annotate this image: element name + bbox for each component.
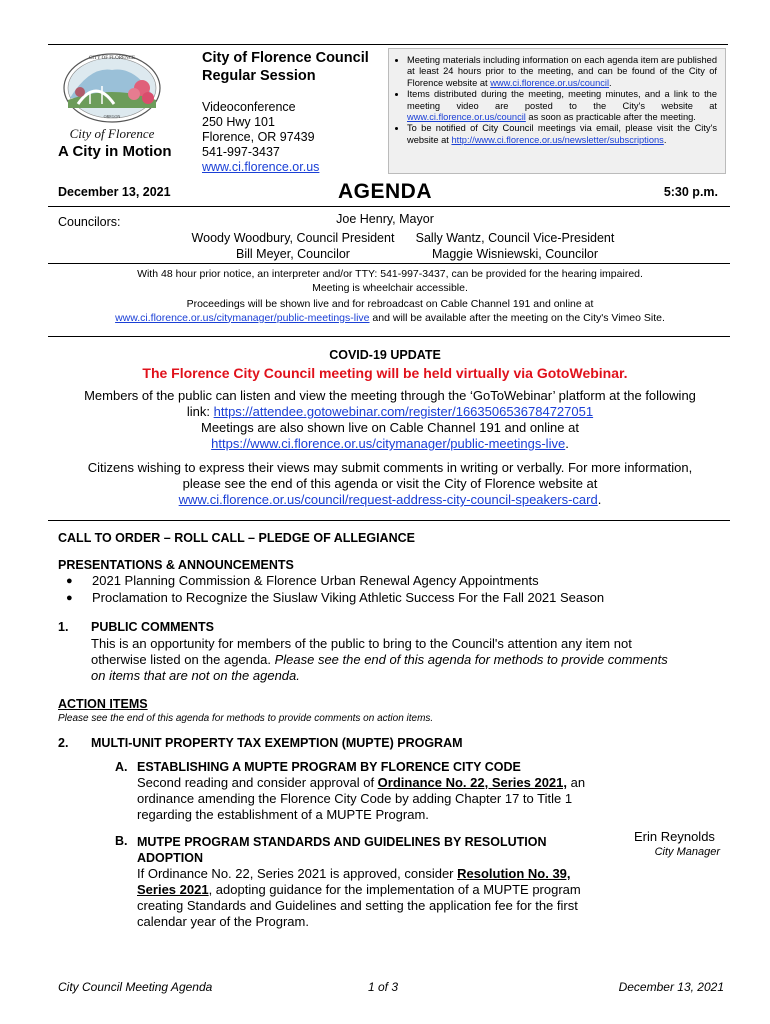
subitem-b-text [137,866,581,930]
text-span: Second reading and consider approval of [137,775,378,790]
notice-line: Meeting is wheelchair accessible. [312,281,468,294]
covid-text: please see the end of this agenda or visit the City of Florence website at [182,476,598,491]
text-span: Please see the end of this agenda for methods to provide comments [274,652,668,667]
gotowebinar-link[interactable]: https://attendee.gotowebinar.com/register/1663506536784727051 [213,404,594,419]
resolution-ref: Resolution No. 39, [457,866,571,881]
phone: 541-997-3437 [202,145,280,159]
subitem-a-text [137,775,585,823]
notice-line: With 48 hour prior notice, an interpreter and/or TTY: 541-997-3437, can be provided for the hearing impaired. [137,268,643,280]
footer-left: City Council Meeting Agenda [58,980,213,994]
covid-paragraph-1 [40,388,740,452]
subitem-label: B. [115,834,128,848]
svg-text:City of Florence: City of Florence [69,126,155,141]
city-tagline: A City in Motion [58,143,172,160]
info-text: To be notified of City Council meetings via email, please visit the City's website at [407,123,717,145]
subscriptions-link[interactable]: http://www.ci.florence.or.us/newsletter/subscriptions [451,134,664,145]
council-title [202,49,369,85]
info-item [407,123,717,146]
notice-line: Proceedings will be shown live and for rebroadcast on Cable Channel 191 and online at [186,298,594,310]
address-line-2: Florence, OR 97439 [202,130,315,144]
presentation-item: 2021 Planning Commission & Florence Urban Renewal Agency Appointments [92,573,539,588]
mupte-title: MULTI-UNIT PROPERTY TAX EXEMPTION (MUPTE) PROGRAM [91,736,463,750]
councilors-left [188,230,398,262]
divider [48,520,730,521]
subitem-a-title: ESTABLISHING A MUPTE PROGRAM BY FLORENCE CITY CODE [137,760,521,774]
info-text: Meeting materials including information on each agenda item are published at least 24 hours prior to the meeting, and can be found of the City of Florence website at [407,55,717,88]
accessibility-notice [50,268,730,295]
meeting-info-box [388,48,726,174]
address-line-1: 250 Hwy 101 [202,115,275,129]
meeting-time: 5:30 p.m. [663,185,718,199]
text-line: ADOPTION [137,851,203,865]
councilors-right [410,230,620,262]
covid-text: Meetings are also shown live on Cable Channel 191 and online at [201,420,579,435]
bullet-icon: ● [66,575,73,587]
text-span: , adopting guidance for the implementation of a MUPTE program [208,882,581,897]
action-items-note: Please see the end of this agenda for methods to provide comments on action items. [58,713,434,724]
contact-block [202,100,319,175]
covid-text: Members of the public can listen and view the meeting through the ‘GoToWebinar’ platform at the following [84,388,696,403]
public-meetings-live-link[interactable]: www.ci.florence.or.us/citymanager/public-meetings-live [115,311,370,324]
text-line: on items that are not on the agenda. [91,668,300,683]
header-top-rule [48,44,728,45]
divider [48,336,730,337]
covid-virtual-notice: The Florence City Council meeting will be held virtually via GotoWebinar. [142,365,628,381]
presentations-heading: PRESENTATIONS & ANNOUNCEMENTS [58,558,294,572]
item-number: 2. [58,736,69,750]
covid-text: . [597,492,602,507]
divider [48,206,730,207]
covid-text: link: [186,404,214,419]
meeting-date: December 13, 2021 [58,185,171,199]
text-line: ordinance amending the Florence City Code by adding Chapter 17 to Title 1 [137,791,573,806]
divider [48,263,730,264]
presentation-item: Proclamation to Recognize the Siuslaw Viking Athletic Success For the Fall 2021 Season [92,590,605,605]
text-line: regarding the establishment of a MUPTE Program. [137,807,429,822]
broadcast-notice [50,298,730,325]
info-item [407,55,717,89]
info-text: . [609,77,612,88]
covid-heading: COVID-19 UPDATE [329,348,441,362]
call-to-order: CALL TO ORDER – ROLL CALL – PLEDGE OF ALLEGIANCE [58,531,415,545]
covid-text: Citizens wishing to express their views may submit comments in writing or verbally. For more information, [87,460,693,475]
notice-text: and will be available after the meeting on the City's Vimeo Site. [369,311,665,324]
text-span: otherwise listed on the agenda. [91,652,275,667]
info-text: as soon as practicable after the meeting. [525,112,696,123]
svg-text:CITY OF FLORENCE: CITY OF FLORENCE [88,56,136,61]
website-link[interactable]: www.ci.florence.or.us [202,160,320,174]
resolution-ref: Series 2021 [137,882,209,897]
text-line: MUTPE PROGRAM STANDARDS AND GUIDELINES BY RESOLUTION [137,835,547,849]
info-item [407,89,717,123]
action-items-heading: ACTION ITEMS [58,697,148,711]
text-line: calendar year of the Program. [137,914,309,929]
text-span: If Ordinance No. 22, Series 2021 is approved, consider [137,866,458,881]
venue: Videoconference [202,100,296,114]
councilor: Bill Meyer, Councilor [236,247,350,261]
agenda-title: AGENDA [337,180,432,203]
bullet-icon: ● [66,592,73,604]
public-meetings-live-link[interactable]: https://www.ci.florence.or.us/citymanager/public-meetings-live [211,436,566,451]
council-title-line-1: City of Florence Council [202,50,369,66]
page-number: 1 of 3 [368,980,399,994]
svg-text:OREGON: OREGON [103,114,121,119]
info-text: . [663,134,667,145]
councilor: Maggie Wisniewski, Councilor [431,247,599,261]
text-span: an [567,775,586,790]
subitem-b-title [137,834,547,866]
covid-text: . [565,436,569,451]
footer-date: December 13, 2021 [618,980,724,994]
text-line: creating Standards and Guidelines and setting the application fee for the first [137,898,578,913]
councilor: Sally Wantz, Council Vice-President [415,231,615,245]
public-comments-text [91,636,668,684]
presenter-title: City Manager [654,846,720,858]
info-text: Items distributed during the meeting, meeting minutes, and a link to the meeting video are posted to the City's website at [407,89,717,111]
council-title-line-2: Regular Session [202,68,316,84]
covid-paragraph-2 [40,460,740,508]
councilor: Woody Woodbury, Council President [191,231,395,245]
notice-line [50,312,730,326]
public-comments-title: PUBLIC COMMENTS [91,620,214,634]
subitem-label: A. [115,760,128,774]
councilors-label: Councilors: [58,215,121,229]
council-link[interactable]: www.ci.florence.or.us/council [407,112,526,123]
council-link[interactable]: www.ci.florence.or.us/council [490,77,610,88]
mayor: Joe Henry, Mayor [336,212,434,226]
ordinance-ref: Ordinance No. 22, Series 2021, [377,775,567,790]
presenter-name: Erin Reynolds [634,829,715,844]
item-number: 1. [58,620,69,634]
text-line: This is an opportunity for members of the public to bring to the Council's attention any item not [91,636,632,651]
speakers-card-link[interactable]: www.ci.florence.or.us/council/request-address-city-council-speakers-card [178,492,598,507]
